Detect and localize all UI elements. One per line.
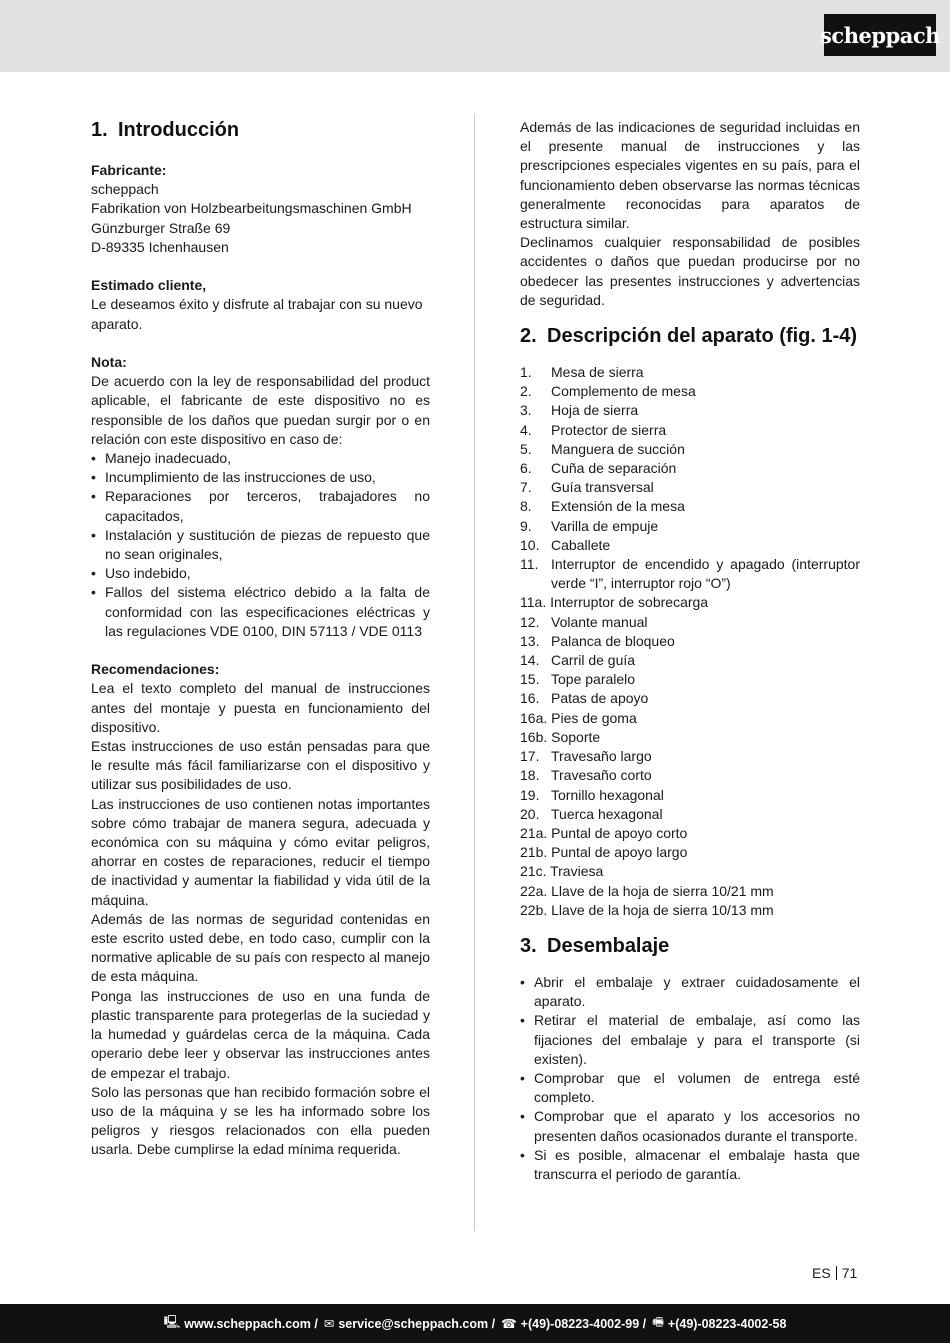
list-item: 19. Tornillo hexagonal xyxy=(520,786,664,803)
list-item: • Comprobar que el volumen de entrega esté completo. xyxy=(520,1069,860,1107)
customer-text: Le deseamos éxito y disfrute al trabajar con su nuevo aparato. xyxy=(91,296,423,332)
list-item: 11. Interruptor de encendido y apagado (interruptor verde “I”, interruptor rojo “O”) xyxy=(520,556,860,592)
list-item: 10. Caballete xyxy=(520,536,611,553)
mail-icon: ✉ xyxy=(323,1317,335,1331)
paragraph: Declinamos cualquier responsabilidad de posibles accidentes o daños que puedan producirse por no obedecer las presentes instrucciones y advertencias de seguridad. xyxy=(520,234,860,308)
paragraph: Lea el texto completo del manual de instrucciones antes del montaje y puesta en funcionamiento del dispositivo. xyxy=(91,680,430,735)
list-item: • Uso indebido, xyxy=(91,564,430,583)
paragraph: Las instrucciones de uso contienen notas importantes sobre cómo trabajar de manera segura, adecuada y económica con su máquina y cómo evitar peligros, ahorrar en costes de reparaciones, reducir el tiempo de inactividad y aumentar la fiabilidad y vida útil de la máquina. xyxy=(91,795,430,908)
left-column xyxy=(91,118,430,1160)
recommendations-label: Recomendaciones: xyxy=(91,661,220,678)
list-item: 14. Carril de guía xyxy=(520,652,636,669)
section-2-heading: 2. Descripción del aparato (fig. 1-4) xyxy=(520,325,858,348)
list-item: 21a. Puntal de apoyo corto xyxy=(520,824,688,841)
note-label: Nota: xyxy=(91,354,127,370)
list-item: 18. Travesaño corto xyxy=(520,767,652,784)
list-item: 4. Protector de sierra xyxy=(520,421,667,438)
list-item: 1. Mesa de sierra xyxy=(520,364,644,381)
paragraph: Solo las personas que han recibido formación sobre el uso de la máquina y se les ha informado sobre los peligros y riesgos relacionados con ella pueden usarla. Debe cumplirse la edad mínima requerida. xyxy=(91,1083,430,1158)
list-item: 8. Extensión de la mesa xyxy=(520,498,685,515)
list-item: • Manejo inadecuado, xyxy=(91,449,430,468)
scheppach-logo: scheppach xyxy=(824,14,936,56)
column-divider xyxy=(474,114,475,1231)
page-number: ES 71 xyxy=(812,1265,858,1281)
list-item: 6. Cuña de separación xyxy=(520,460,677,477)
list-item: 11a. Interruptor de sobrecarga xyxy=(520,594,709,611)
paragraph: Ponga las instrucciones de uso en una funda de plastic transparente para protegerlas de la suciedad y la humedad y guárdelas cerca de la máquina. Cada operario debe leer y observar las instrucciones antes de empezar el trabajo. xyxy=(91,987,430,1081)
list-item: 21c. Traviesa xyxy=(520,863,604,880)
list-item: • Incumplimiento de las instrucciones de uso, xyxy=(91,468,430,487)
list-item: 16b. Soporte xyxy=(520,728,601,745)
section-3-heading: 3. Desembalaje xyxy=(520,934,670,957)
note-text: De acuerdo con la ley de responsabilidad del product aplicable, el fabricante de este dispositivo no es responsible de los daños que puedan surgir por o en relación con este dispositivo en caso de: xyxy=(91,373,430,447)
list-item: 20. Tuerca hexagonal xyxy=(520,805,663,822)
fax-icon: 🖷 xyxy=(652,1315,664,1329)
customer-label: Estimado cliente, xyxy=(91,277,207,294)
list-item: 15. Tope paralelo xyxy=(520,671,636,688)
note-list xyxy=(91,449,430,641)
paragraph: Además de las normas de seguridad contenidas en este escrito usted debe, en todo caso, cumplir con la normative aplicable de su país con respecto al manejo de esta máquina. xyxy=(91,910,430,985)
list-item: 7. Guía transversal xyxy=(520,479,654,496)
phone-icon: ☎ xyxy=(501,1317,517,1331)
unpack-list xyxy=(520,973,860,1184)
right-column xyxy=(520,118,860,1184)
footer-bar xyxy=(0,1304,950,1343)
list-item: 22a. Llave de la hoja de sierra 10/21 mm xyxy=(520,882,774,899)
manufacturer-address: scheppach Fabrikation von Holzbearbeitungsmaschinen GmbH Günzburger Straße 69 D-89335 Ichenhausen xyxy=(91,181,412,255)
list-item: 12. Volante manual xyxy=(520,613,648,630)
section-1-heading: 1. Introducción xyxy=(91,119,240,141)
list-item: 13. Palanca de bloqueo xyxy=(520,632,675,649)
list-item: 2. Complemento de mesa xyxy=(520,383,696,400)
list-item: 21b. Puntal de apoyo largo xyxy=(520,844,688,861)
parts-list xyxy=(520,363,860,920)
list-item: 22b. Llave de la hoja de sierra 10/13 mm xyxy=(520,901,774,918)
footer-email-link[interactable]: service@scheppach.com / xyxy=(338,1316,496,1331)
list-item: 3. Hoja de sierra xyxy=(520,402,639,419)
footer-fax: +(49)-08223-4002-58 xyxy=(667,1316,787,1331)
list-item: • Reparaciones por terceros, trabajadores no capacitados, xyxy=(91,487,430,525)
list-item: 5. Manguera de succión xyxy=(520,440,685,457)
list-item: • Instalación y sustitución de piezas de repuesto que no sean originales, xyxy=(91,526,430,564)
list-item: 16a. Pies de goma xyxy=(520,709,637,726)
list-item: • Fallos del sistema eléctrico debido a la falta de conformidad con las especificaciones eléctricas y las regulaciones VDE 0100, DIN 57113 / VDE 0113 xyxy=(91,583,430,641)
footer-phone: +(49)-08223-4002-99 / xyxy=(520,1316,647,1331)
list-item: 9. Varilla de empuje xyxy=(520,517,659,534)
list-item: • Retirar el material de embalaje, así como las fijaciones del embalaje y para el transporte (si existen). xyxy=(520,1011,860,1069)
computer-icon: 🖳 xyxy=(163,1315,181,1329)
manufacturer-label: Fabricante: xyxy=(91,162,167,178)
list-item: • Comprobar que el aparato y los accesorios no presenten daños ocasionados durante el transporte. xyxy=(520,1107,860,1145)
paragraph: Además de las indicaciones de seguridad incluidas en el presente manual de instrucciones y las prescripciones especiales vigentes en su país, para el funcionamiento deben observarse las normas técnicas generalmente reconocidas para aparatos de estructura similar. xyxy=(520,119,860,232)
paragraph: Estas instrucciones de uso están pensadas para que le resulte más fácil familiarizarse con el dispositivo y utilizar sus posibilidades de uso. xyxy=(91,738,430,793)
header-bar xyxy=(0,0,950,72)
list-item: 17. Travesaño largo xyxy=(520,748,652,765)
list-item: 16. Patas de apoyo xyxy=(520,690,649,707)
list-item: • Abrir el embalaje y extraer cuidadosamente el aparato. xyxy=(520,973,860,1011)
list-item: • Si es posible, almacenar el embalaje hasta que transcurra el periodo de garantía. xyxy=(520,1146,860,1184)
footer-website-link[interactable]: www.scheppach.com / xyxy=(184,1316,318,1331)
